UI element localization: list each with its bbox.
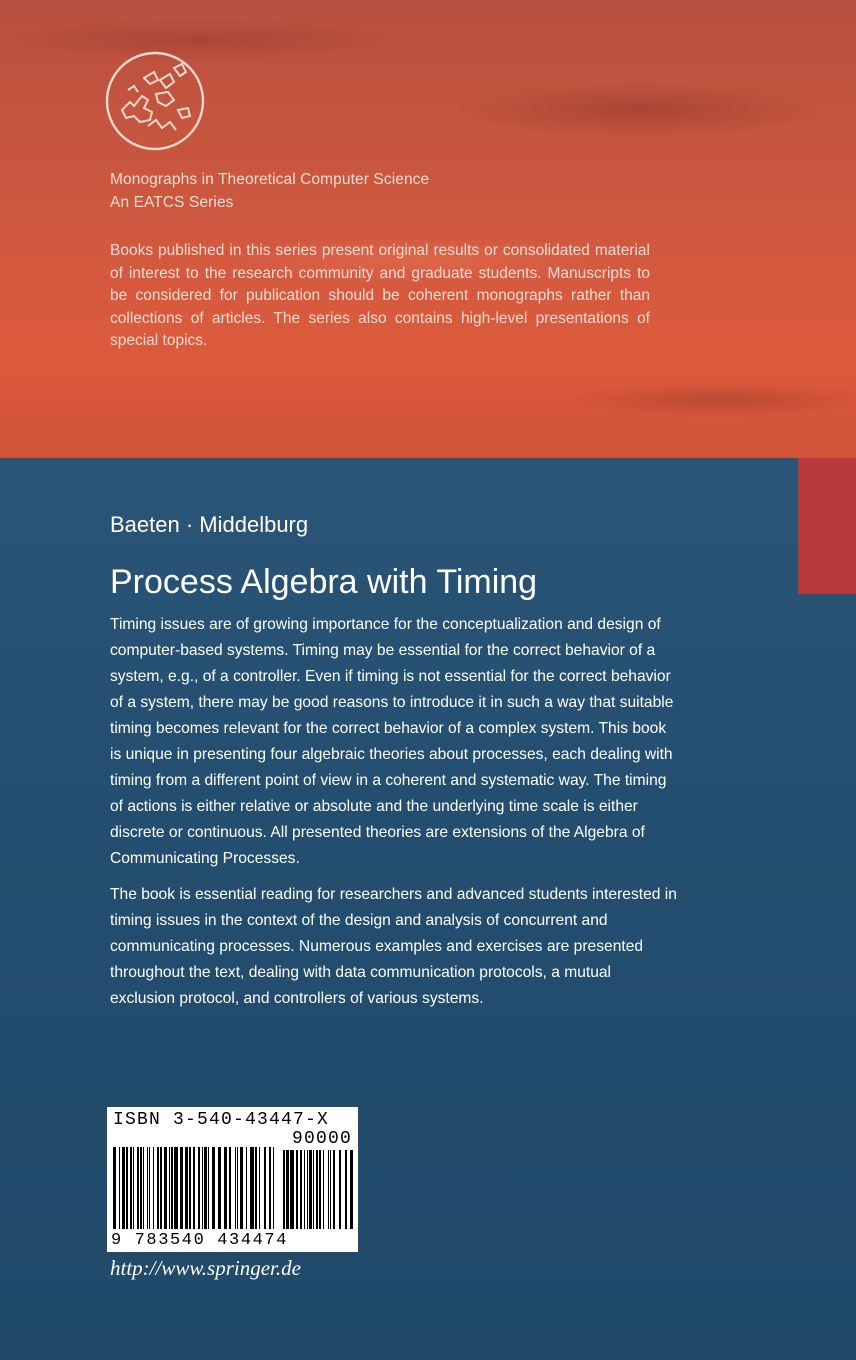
isbn-barcode bbox=[107, 1107, 358, 1252]
barcode-bar bbox=[140, 1147, 142, 1229]
book-title: Process Algebra with Timing bbox=[110, 563, 538, 601]
barcode-bar bbox=[147, 1147, 148, 1229]
barcode-bar bbox=[304, 1150, 305, 1229]
barcode-bar bbox=[330, 1150, 331, 1229]
barcode-bar bbox=[153, 1147, 154, 1229]
isbn-label: ISBN 3-540-43447-X bbox=[113, 1110, 330, 1130]
barcode-bar bbox=[122, 1147, 125, 1229]
barcode-bar bbox=[345, 1150, 347, 1229]
series-subname: An EATCS Series bbox=[110, 194, 234, 211]
barcode-bar bbox=[119, 1147, 120, 1229]
barcode-bar bbox=[328, 1150, 329, 1229]
blurb-paragraph: The book is essential reading for researchers and advanced students interested in timing issues in the context of the design and analysis of concurrent and communicating processes. Numerous examples and exercises are presented throughout the text, dealing with data communication protocols, a mutual exclusion protocol, and controllers of various systems. bbox=[110, 886, 677, 1007]
barcode-bar bbox=[157, 1147, 159, 1229]
barcode-bar bbox=[171, 1147, 173, 1229]
barcode-bar bbox=[189, 1147, 191, 1229]
barcode-bar bbox=[126, 1147, 128, 1229]
series-panel bbox=[0, 0, 856, 458]
barcode-bar bbox=[113, 1147, 116, 1229]
barcode-bar bbox=[240, 1147, 243, 1229]
barcode-bar bbox=[273, 1147, 274, 1229]
accent-tab bbox=[798, 458, 856, 594]
barcode-bar bbox=[193, 1147, 195, 1229]
barcode-bar bbox=[319, 1150, 321, 1229]
barcode-bar bbox=[143, 1147, 144, 1229]
barcode-bars bbox=[113, 1147, 277, 1229]
barcode-bar bbox=[208, 1147, 209, 1229]
barcode-bar bbox=[296, 1150, 298, 1229]
barcode-bar bbox=[313, 1150, 314, 1229]
barcode-bar bbox=[198, 1147, 200, 1229]
barcode-bar bbox=[202, 1147, 203, 1229]
barcode-bar bbox=[309, 1150, 312, 1229]
barcode-bar bbox=[185, 1147, 188, 1229]
blurb-paragraph: Timing issues are of growing importance for the conceptualization and design of computer-based systems. Timing may be essential for the correct behavior of a system, e.g., of a controller. Even if timing is not essential for the correct behavior of a system, there may be good reasons to introduce it in such a way that suitable timing becomes relevant for the correct behavior of a complex system. This book is unique in presenting four algebraic theories about processes, each dealing with timing from a different point of view in a coherent and systematic way. The timing of actions is either relative or absolute and the underlying time scale is either discrete or continuous. All presented theories are extensions of the Algebra of Communicating Processes. bbox=[110, 616, 674, 867]
barcode-bar bbox=[250, 1147, 254, 1229]
barcode-bar bbox=[137, 1147, 139, 1229]
barcode-bar bbox=[300, 1150, 302, 1229]
barcode-bar bbox=[204, 1147, 207, 1229]
barcode-bar bbox=[169, 1147, 170, 1229]
barcode-bar bbox=[290, 1150, 294, 1229]
barcode-bar bbox=[286, 1150, 289, 1229]
barcode-bar bbox=[246, 1147, 247, 1229]
barcode-bar bbox=[264, 1147, 266, 1229]
barcode-bar bbox=[333, 1150, 335, 1229]
series-title bbox=[110, 168, 429, 214]
eatcs-logo-icon bbox=[104, 50, 206, 152]
barcode-bar bbox=[218, 1147, 221, 1229]
barcode-bar bbox=[164, 1147, 167, 1229]
barcode-bar bbox=[323, 1150, 324, 1229]
barcode-addon-bars bbox=[283, 1150, 353, 1229]
barcode-bar bbox=[235, 1147, 236, 1229]
barcode-bar bbox=[130, 1147, 132, 1229]
barcode-bar bbox=[269, 1147, 271, 1229]
barcode-bar bbox=[259, 1147, 260, 1229]
barcode-bar bbox=[133, 1147, 134, 1229]
barcode-bar bbox=[229, 1147, 231, 1229]
book-blurb bbox=[110, 612, 680, 1022]
ean-label: 9 783540 434474 bbox=[111, 1231, 289, 1250]
barcode-bar bbox=[174, 1147, 178, 1229]
barcode-bar bbox=[255, 1147, 257, 1229]
series-name: Monographs in Theoretical Computer Science bbox=[110, 171, 430, 188]
series-description: Books published in this series present original results or consolidated material of interest to the research community and graduate students. Manuscripts to be considered for publication should be coherent monographs rather than collections of articles. The series also contains high-level presentations of special topics. bbox=[110, 242, 650, 349]
barcode-bar bbox=[212, 1147, 215, 1229]
publisher-url[interactable]: http://www.springer.de bbox=[110, 1256, 301, 1280]
price-code-label: 90000 bbox=[291, 1129, 352, 1149]
barcode-bar bbox=[339, 1150, 341, 1229]
barcode-bar bbox=[350, 1150, 353, 1229]
barcode-bar bbox=[316, 1150, 318, 1229]
barcode-bar bbox=[283, 1150, 285, 1229]
barcode-bar bbox=[160, 1147, 162, 1229]
book-authors: Baeten · Middelburg bbox=[110, 512, 309, 537]
barcode-bar bbox=[180, 1147, 183, 1229]
barcode-bar bbox=[149, 1147, 150, 1229]
barcode-bar bbox=[237, 1147, 238, 1229]
barcode-bar bbox=[224, 1147, 227, 1229]
barcode-bar bbox=[307, 1150, 308, 1229]
